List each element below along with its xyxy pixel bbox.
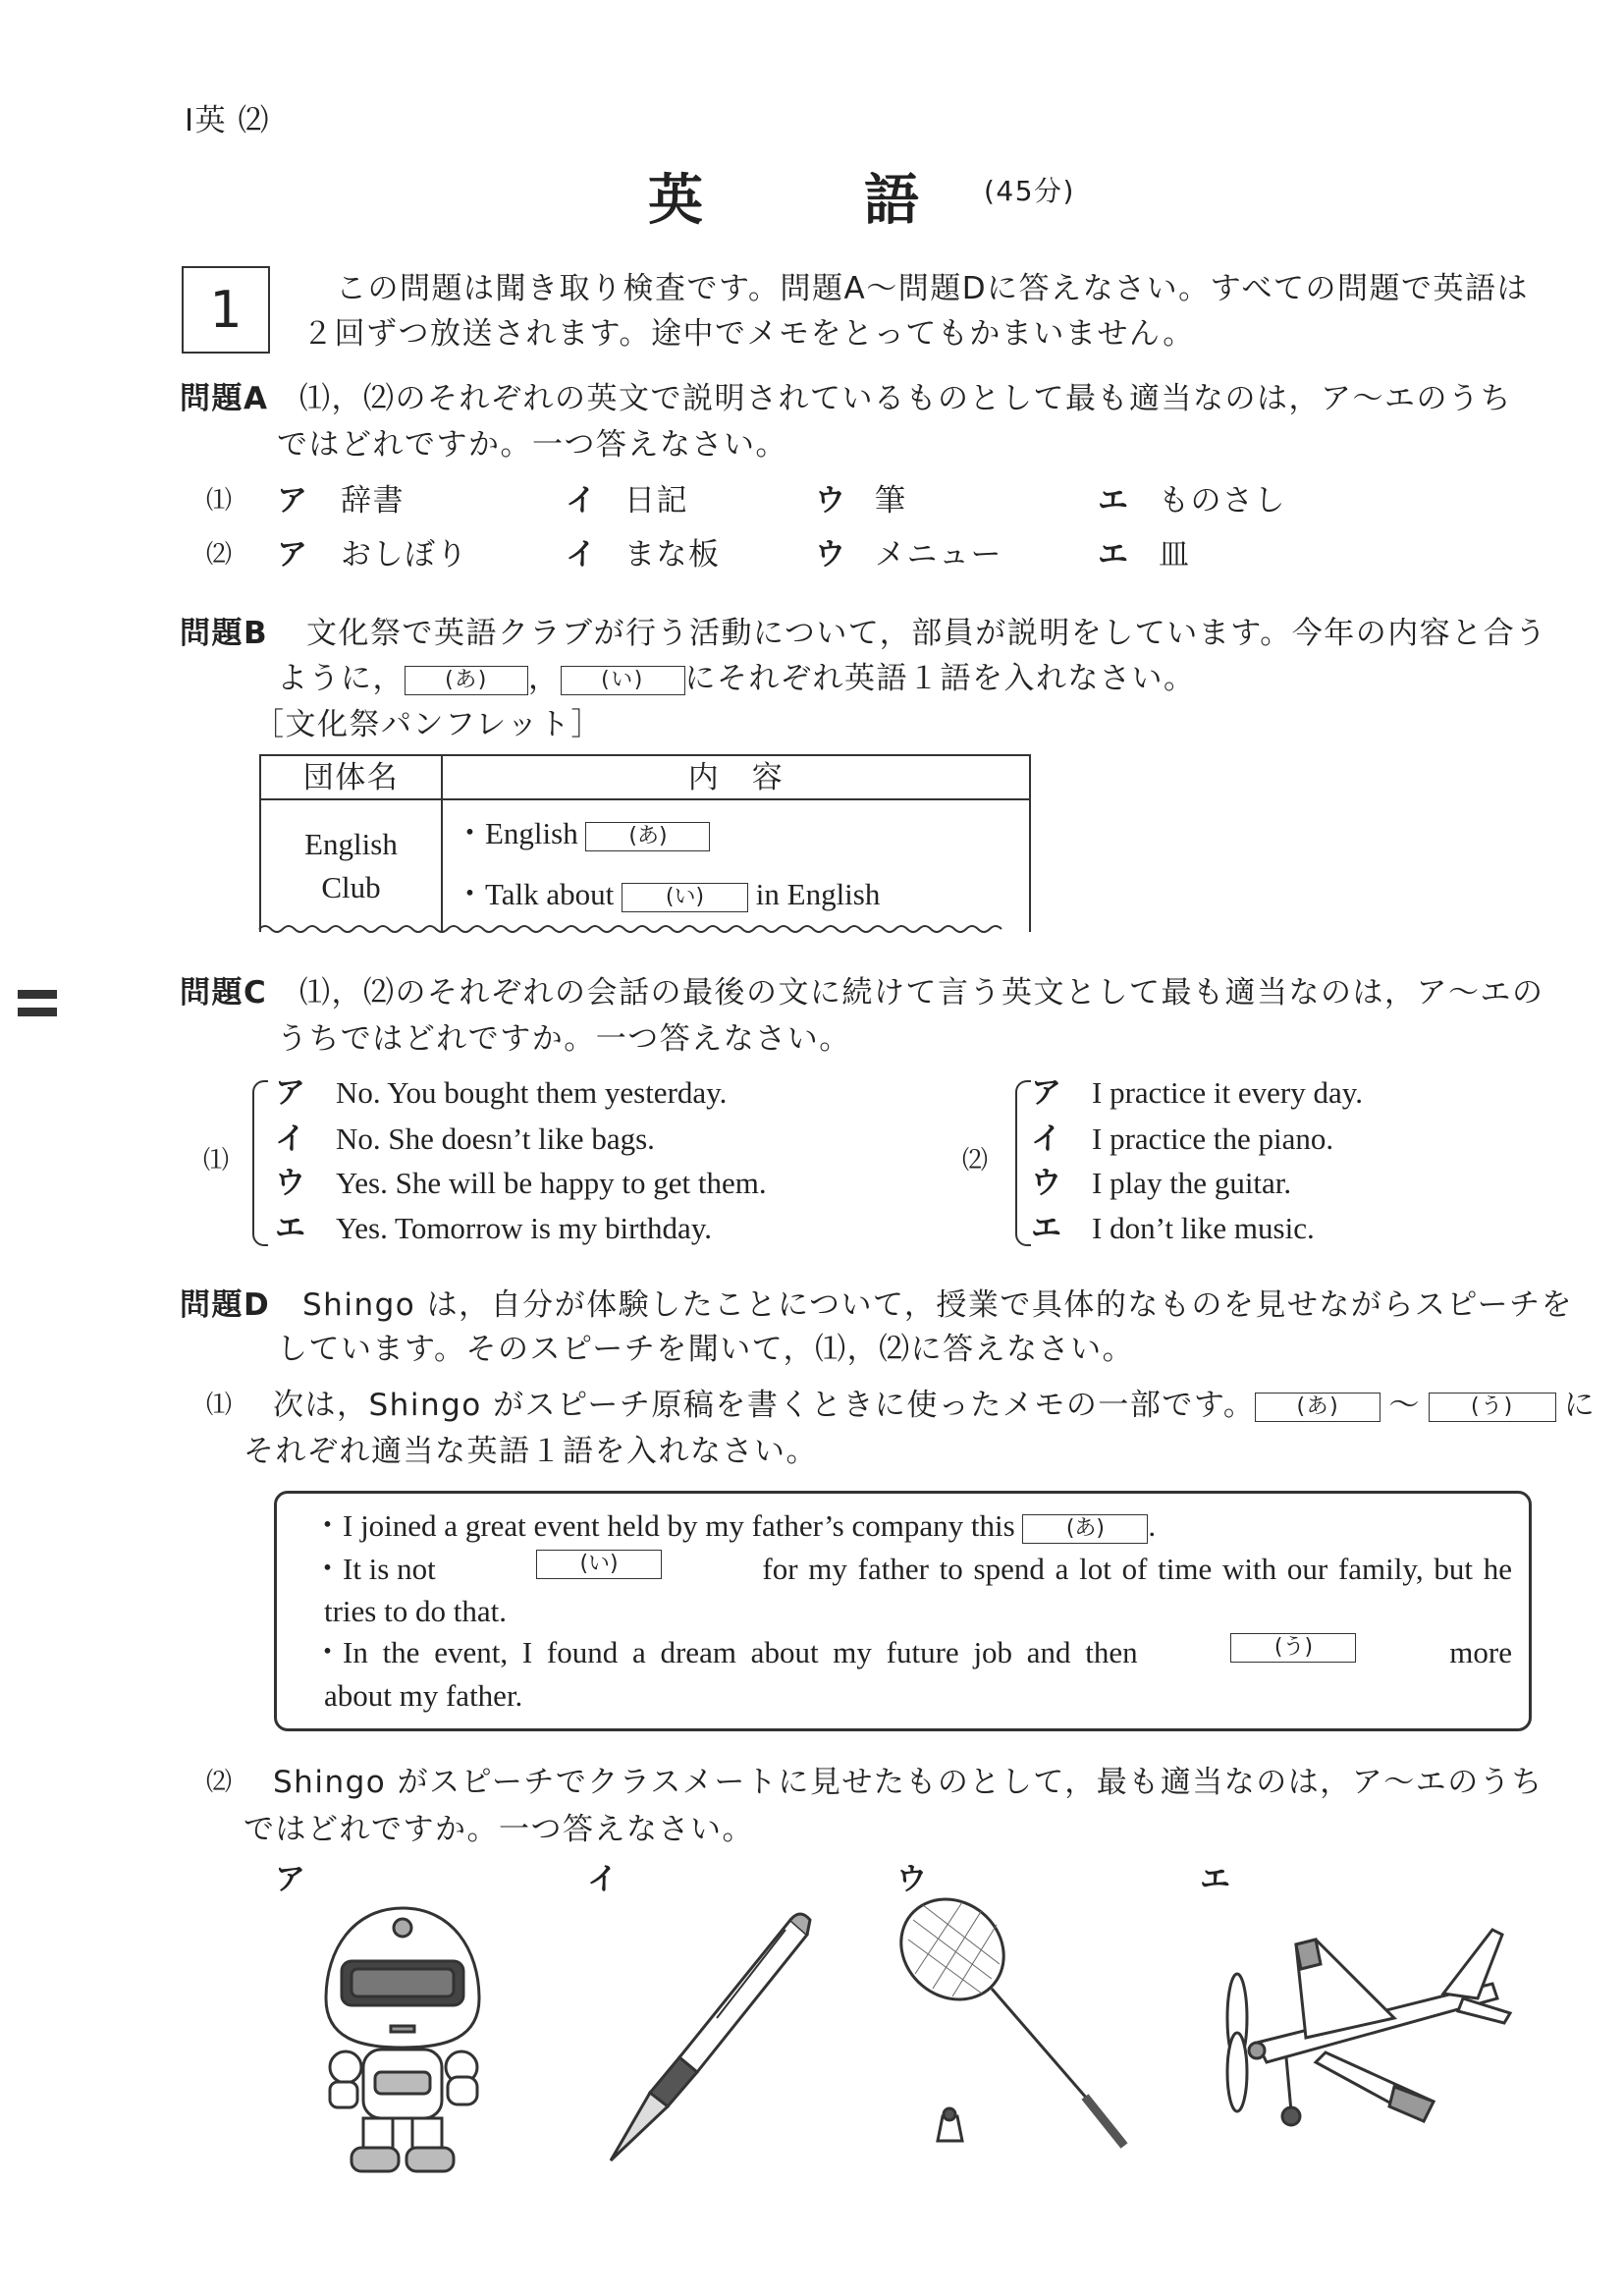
problem-a-line-1: ⑴，⑵のそれぞれの英文で説明されているものとして最も適当なのは，ア～エのうち	[299, 381, 1512, 416]
option-mark: ウ	[815, 537, 847, 573]
page-title-2: 語	[864, 169, 919, 233]
option-text[interactable]: I don’t like music.	[1092, 1211, 1315, 1245]
group-name: English	[304, 827, 398, 861]
brace	[1015, 1080, 1031, 1246]
pamphlet-label: ［文化祭パンフレット］	[253, 707, 603, 742]
option-mark: ア	[1031, 1075, 1063, 1111]
text: more	[1449, 1635, 1512, 1669]
text: ～	[1388, 1388, 1421, 1423]
text: ・It is not	[312, 1552, 436, 1586]
option-text[interactable]: ものさし	[1159, 483, 1286, 519]
side-mark-bar	[18, 1008, 57, 1016]
page-title-1: 英	[648, 169, 703, 233]
problem-d-line-1: Shingo は，自分が体験したことについて，授業で具体的なものを見せながらスピーチを	[302, 1287, 1574, 1323]
text: for my father to spend a lot of time with our family, but he	[762, 1552, 1512, 1586]
option-mark: ウ	[815, 483, 847, 519]
option-text[interactable]: まな板	[624, 537, 721, 573]
problem-d-q2-line-2: ではどれですか。一つ答えなさい。	[244, 1812, 754, 1847]
option-text[interactable]: I play the guitar.	[1092, 1166, 1292, 1200]
option-mark: エ	[1098, 483, 1130, 519]
option-text[interactable]: I practice it every day.	[1092, 1075, 1363, 1110]
section-number: 1	[182, 266, 270, 354]
blank-a: (あ)	[405, 666, 528, 695]
question-number: ⑴	[206, 486, 234, 516]
problem-a-line-2: ではどれですか。一つ答えなさい。	[277, 427, 787, 463]
blank-u: (う)	[1429, 1393, 1556, 1422]
memo-line-5: about my father.	[324, 1678, 523, 1713]
problem-c-line-1: ⑴，⑵のそれぞれの会話の最後の文に続けて言う英文として最も適当なのは，ア～エの	[299, 975, 1544, 1011]
option-mark: エ	[1031, 1211, 1063, 1246]
option-mark: ア	[277, 537, 309, 573]
text: に	[1563, 1388, 1597, 1423]
item-text: ・Talk about	[455, 877, 615, 911]
problem-d-line-2: しています。そのスピーチを聞いて，⑴，⑵に答えなさい。	[277, 1332, 1135, 1367]
col-header-group: 団体名	[260, 755, 442, 799]
blank-i: (い)	[536, 1550, 662, 1579]
option-text[interactable]: Yes. She will be happy to get them.	[336, 1166, 767, 1200]
blank-i: (い)	[622, 883, 748, 912]
text: ・I joined a great event held by my father’s company this	[312, 1508, 1015, 1543]
side-mark-bar	[18, 990, 57, 999]
blank-a: (あ)	[1022, 1514, 1148, 1544]
option-text[interactable]: メニュー	[875, 537, 1002, 573]
pamphlet-table	[259, 754, 1031, 932]
question-number: ⑴	[206, 1391, 234, 1420]
text: ，	[528, 661, 561, 696]
choice-mark-a: ア	[275, 1862, 307, 1897]
text: .	[1148, 1508, 1157, 1543]
intro-line-1: この問題は聞き取り検査です。問題A～問題Dに答えなさい。すべての問題で英語は	[336, 271, 1529, 306]
text: ・In the event, I found a dream about my future job and then	[312, 1635, 1138, 1669]
option-mark: イ	[1031, 1121, 1063, 1157]
group-name: Club	[321, 870, 381, 904]
option-text[interactable]: おしぼり	[341, 537, 468, 573]
robot-icon[interactable]	[304, 1900, 501, 2185]
option-text[interactable]: No. You bought them yesterday.	[336, 1075, 728, 1110]
problem-d-q1-line-2: それぞれ適当な英語１語を入れなさい。	[244, 1434, 818, 1469]
model-airplane-icon[interactable]	[1198, 1915, 1522, 2141]
problem-b-line-2	[277, 659, 1196, 698]
text: ように，	[277, 661, 405, 696]
text: にそれぞれ英語１語を入れなさい。	[684, 661, 1196, 696]
question-number: ⑴	[203, 1146, 231, 1175]
option-text[interactable]: 日記	[624, 483, 688, 519]
badminton-racket-icon[interactable]	[884, 1890, 1149, 2185]
option-text[interactable]: 筆	[875, 483, 907, 519]
blank-u: (う)	[1230, 1633, 1356, 1663]
problem-d-q2-line-1: Shingo がスピーチでクラスメートに見せたものとして，最も適当なのは，ア～エのうち	[273, 1765, 1543, 1800]
problem-d-q1-line-1	[273, 1386, 1596, 1425]
blank-a: (あ)	[1255, 1393, 1380, 1422]
problem-a-label: 問題A	[180, 381, 269, 416]
question-number: ⑵	[206, 1768, 234, 1797]
option-text[interactable]: Yes. Tomorrow is my birthday.	[336, 1211, 713, 1245]
problem-d-label: 問題D	[180, 1287, 271, 1323]
content-cell	[442, 799, 1030, 932]
choice-mark-u: ウ	[896, 1862, 929, 1897]
intro-line-2: ２回ずつ放送されます。途中でメモをとってもかまいません。	[302, 316, 1195, 352]
col-header-content: 内 容	[442, 755, 1030, 799]
option-mark: ア	[277, 483, 309, 519]
option-text[interactable]: I practice the piano.	[1092, 1121, 1334, 1156]
option-mark: イ	[566, 483, 598, 519]
blank-a: (あ)	[585, 822, 710, 851]
brace	[252, 1080, 268, 1246]
item-text: in English	[755, 877, 881, 911]
problem-b-label: 問題B	[180, 616, 269, 651]
question-number: ⑵	[962, 1146, 990, 1175]
option-mark: イ	[275, 1121, 307, 1157]
duration: (45分)	[984, 175, 1075, 207]
group-cell	[260, 799, 442, 932]
memo-line-2	[312, 1550, 1512, 1589]
option-mark: ウ	[1031, 1166, 1063, 1201]
choice-mark-e: エ	[1200, 1862, 1232, 1897]
option-mark: ウ	[275, 1166, 307, 1201]
option-mark: イ	[566, 537, 598, 573]
option-mark: エ	[275, 1211, 307, 1246]
fountain-pen-icon[interactable]	[589, 1900, 825, 2175]
choice-mark-i: イ	[587, 1862, 620, 1897]
memo-line-1	[312, 1506, 1156, 1546]
question-number: ⑵	[206, 540, 234, 570]
problem-c-line-2: うちではどれですか。一つ答えなさい。	[277, 1021, 851, 1057]
memo-line-4	[312, 1633, 1512, 1672]
page-code: Ⅰ英 ⑵	[185, 103, 270, 138]
problem-c-label: 問題C	[180, 975, 268, 1011]
option-mark: エ	[1098, 537, 1130, 573]
option-text[interactable]: No. She doesn’t like bags.	[336, 1121, 655, 1156]
item-text: ・English	[455, 816, 578, 850]
problem-b-line-1: 文化祭で英語クラブが行う活動について，部員が説明をしています。今年の内容と合う	[306, 616, 1547, 651]
option-text[interactable]: 皿	[1159, 537, 1191, 573]
blank-i: (い)	[561, 666, 685, 695]
text: 次は，Shingo がスピーチ原稿を書くときに使ったメモの一部です。	[273, 1388, 1256, 1423]
option-mark: ア	[275, 1075, 307, 1111]
option-text[interactable]: 辞書	[341, 483, 405, 519]
wavy-cut-line	[257, 923, 1033, 937]
memo-line-3: tries to do that.	[324, 1594, 507, 1628]
